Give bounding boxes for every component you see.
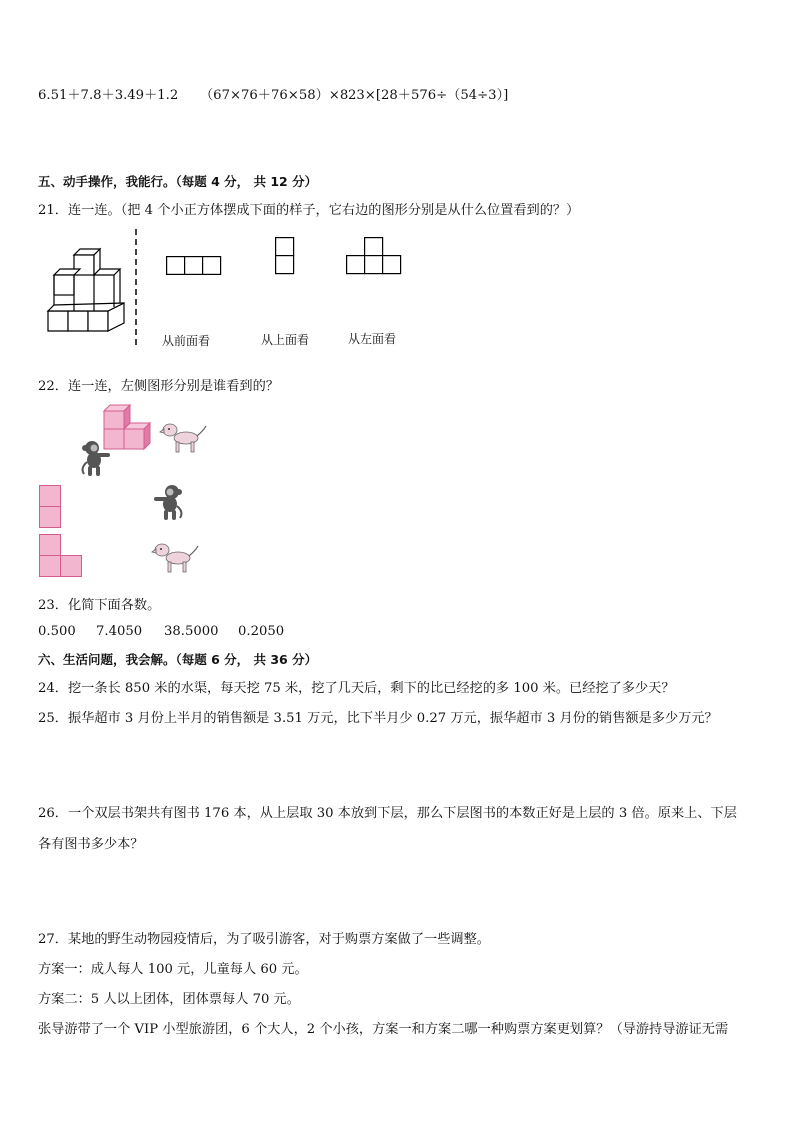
q26-text-line2: 各有图书多少本？ — [38, 837, 144, 852]
q24-text: 24．挖一条长 850 米的水渠，每天挖 75 米，挖了几天后，剩下的比已经挖的多 100 米。已经挖了多少天？ — [38, 681, 675, 696]
monkey-icon — [78, 440, 114, 478]
q21-dashed-divider — [134, 229, 138, 349]
q27-plan1: 方案一：成人每人 100 元，儿童每人 60 元。 — [38, 962, 308, 977]
q21-view-front-shape — [166, 256, 222, 275]
q27-plan2: 方案二：5 人以上团体，团体票每人 70 元。 — [38, 992, 300, 1007]
q27-text-line1: 27．某地的野生动物园疫情后，为了吸引游客，对于购票方案做了一些调整。 — [38, 932, 490, 947]
q21-view-label-top: 从上面看 — [261, 333, 310, 347]
q27-text-line4: 张导游带了一个 VIP 小型旅游团，6 个大人，2 个小孩，方案一和方案二哪一种购票方案更划算？（导游持导游证无需 — [38, 1022, 729, 1037]
q22-text: 22．连一连，左侧图形分别是谁看到的？ — [38, 379, 279, 394]
section-6-title: 六、生活问题，我会解。（每题 6 分， 共 36 分） — [38, 652, 318, 667]
q22-shape-l — [39, 534, 85, 578]
expression-2: （67×76＋76×58）×8 — [200, 88, 349, 103]
q21-text: 21．连一连。（把 4 个小正方体摆成下面的样子，它右边的图形分别是从什么位置看到的？） — [38, 203, 580, 218]
expression-3: 23×[28＋576÷（54÷3）] — [348, 88, 509, 103]
q21-view-top-shape — [275, 237, 295, 275]
section-5-title: 五、动手操作，我能行。（每题 4 分， 共 12 分） — [38, 174, 318, 189]
q21-view-left-shape — [346, 237, 402, 275]
q21-view-label-front: 从前面看 — [162, 334, 211, 348]
q23-number: 0.2050 — [238, 624, 285, 639]
q21-view-label-left: 从左面看 — [348, 332, 397, 346]
dog-icon — [160, 420, 208, 454]
q25-text: 25．振华超市 3 月份上半月的销售额是 3.51 万元，比下半月少 0.27 万元，振华超市 3 月份的销售额是多少万元？ — [38, 711, 718, 726]
expression-1: 6.51＋7.8＋3.49＋1.2 — [38, 88, 179, 103]
q23-number: 0.500 — [38, 624, 76, 639]
q26-text-line1: 26．一个双层书架共有图书 176 本，从上层取 30 本放到下层，那么下层图书的本数正好是上层的 3 倍。原来上、下层 — [38, 806, 737, 821]
q22-shape-two-stack — [39, 485, 63, 529]
q21-cube-figure — [44, 245, 124, 333]
q23-text: 23．化简下面各数。 — [38, 598, 161, 613]
q23-number: 38.5000 — [164, 624, 219, 639]
monkey-icon — [152, 484, 188, 522]
q23-number: 7.4050 — [96, 624, 143, 639]
dog-icon — [152, 540, 200, 574]
